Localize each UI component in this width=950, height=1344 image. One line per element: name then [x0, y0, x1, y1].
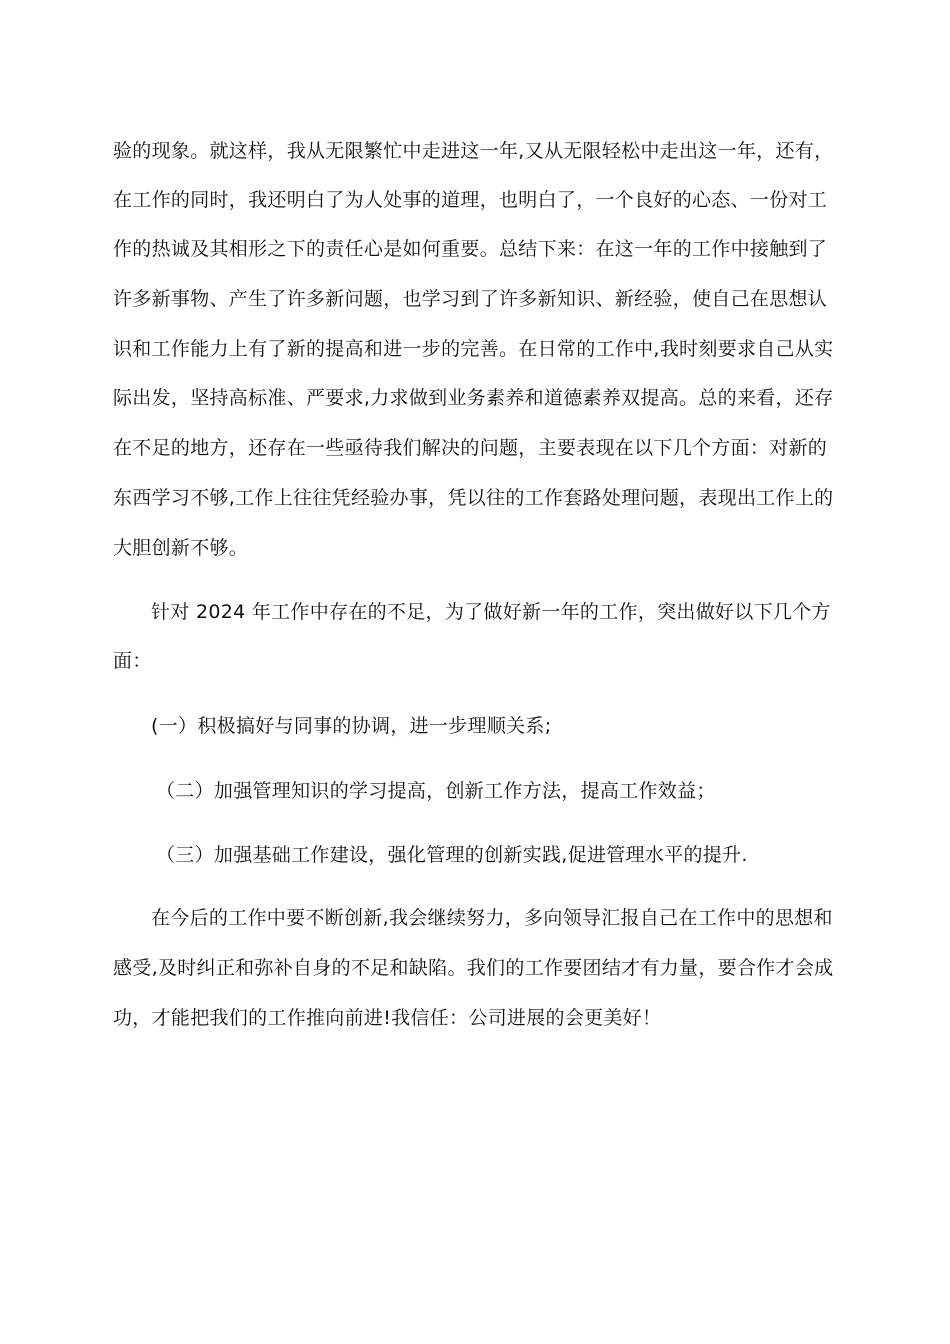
- text-line: 在不足的地方，还存在一些亟待我们解决的问题，主要表现在以下几个方面：对新的: [113, 437, 828, 459]
- text-line: 识和工作能力上有了新的提高和进一步的完善。在日常的工作中,我时刻要求自己从实: [113, 338, 834, 360]
- text-line: 在工作的同时，我还明白了为人处事的道理，也明白了，一个良好的心态、一份对工: [113, 189, 828, 211]
- list-item: (一）积极搞好与同事的协调，进一步理顺关系;: [151, 715, 552, 737]
- text-line: 作的热诚及其相形之下的责任心是如何重要。总结下来：在这一年的工作中接触到了: [113, 238, 828, 260]
- text-line: 际出发，坚持高标准、严要求,力求做到业务素养和道德素养双提高。总的来看，还存: [113, 387, 834, 409]
- text-line: 面：: [113, 650, 152, 672]
- text-line: 大胆创新不够。: [113, 537, 249, 559]
- text-line: 功，才能把我们的工作推向前进!我信任：公司进展的会更美好！: [113, 1007, 662, 1029]
- text-line: 验的现象。就这样，我从无限繁忙中走进这一年,又从无限轻松中走出这一年，还有，: [113, 140, 834, 162]
- list-item: （二）加强管理知识的学习提高，创新工作方法，提高工作效益；: [156, 780, 716, 802]
- text-line: 针对 2024 年工作中存在的不足，为了做好新一年的工作，突出做好以下几个方: [151, 601, 831, 623]
- text-line: 在今后的工作中要不断创新,我会继续努力，多向领导汇报自己在工作中的思想和: [151, 907, 833, 929]
- list-item: （三）加强基础工作建设，强化管理的创新实践,促进管理水平的提升.: [156, 844, 748, 866]
- text-line: 东西学习不够,工作上往往凭经验办事，凭以往的工作套路处理问题，表现出工作上的: [113, 487, 834, 509]
- text-line: 许多新事物、产生了许多新问题，也学习到了许多新知识、新经验，使自己在思想认: [113, 288, 828, 310]
- text-line: 感受,及时纠正和弥补自身的不足和缺陷。我们的工作要团结才有力量，要合作才会成: [113, 957, 834, 979]
